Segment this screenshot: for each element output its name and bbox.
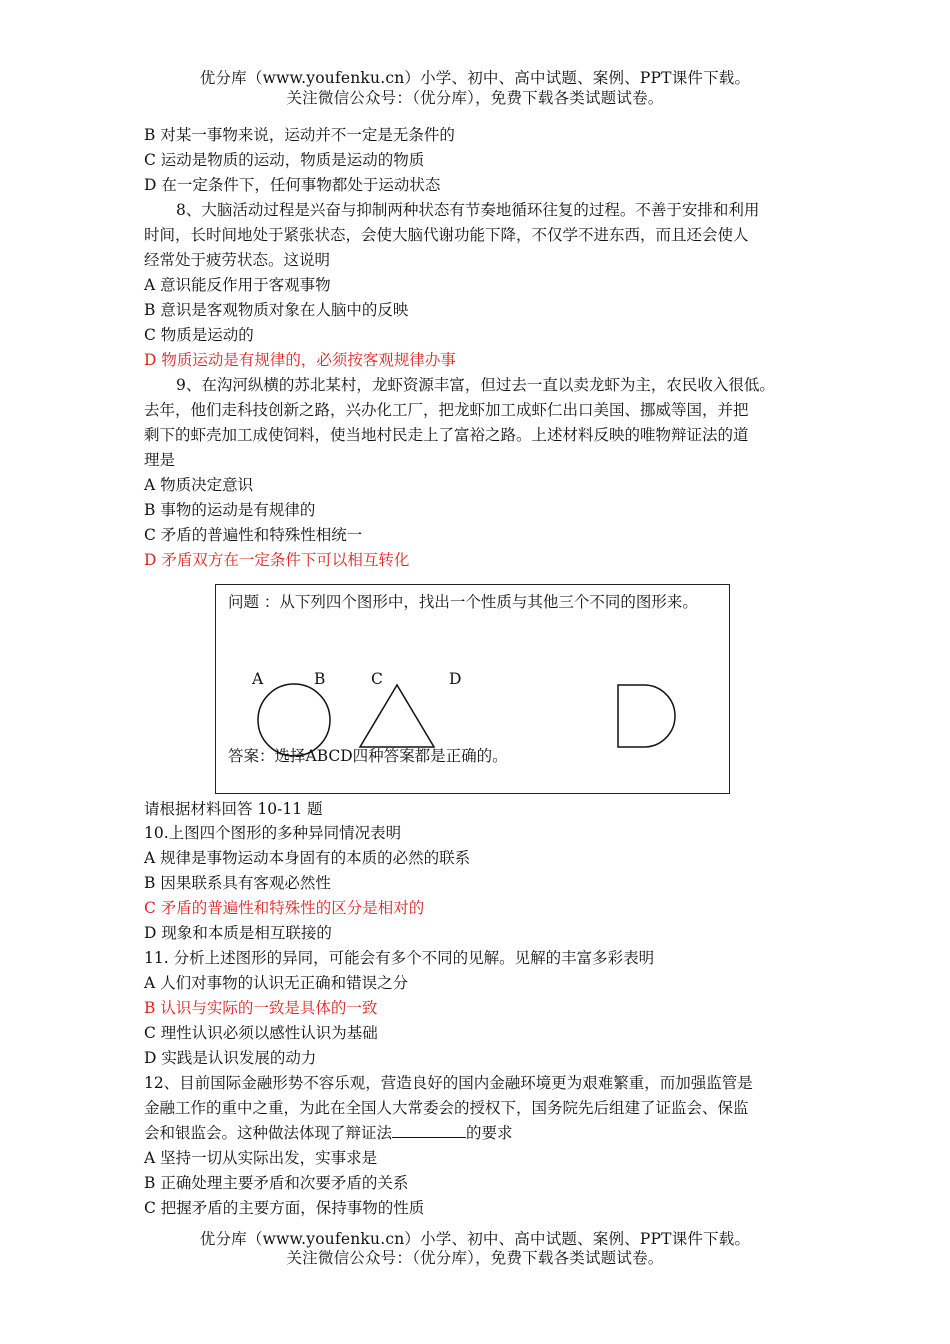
q10-option-d: D 现象和本质是相互联接的 (144, 924, 332, 942)
q9-option-a: A 物质决定意识 (144, 476, 254, 494)
header-line-1: 优分库（www.youfenku.cn）小学、初中、高中试题、案例、PPT课件下载。 (199, 69, 751, 87)
q12-stem-line-3 (144, 1122, 513, 1144)
q9-option-b: B 事物的运动是有规律的 (144, 501, 316, 519)
prev-option-d: D 在一定条件下，任何事物都处于运动状态 (144, 176, 441, 194)
q9-option-c: C 矛盾的普遍性和特殊性相统一 (144, 526, 363, 544)
header-line-2: 关注微信公众号：（优分库），免费下载各类试题试卷。 (286, 89, 664, 107)
footer-line-1: 优分库（www.youfenku.cn）小学、初中、高中试题、案例、PPT课件下载。 (199, 1230, 751, 1248)
q12-option-c: C 把握矛盾的主要方面，保持事物的性质 (144, 1199, 425, 1217)
q11-option-c: C 理性认识必须以感性认识为基础 (144, 1024, 378, 1042)
figure-answer: 答案：选择ABCD四种答案都是正确的。 (228, 747, 508, 765)
q9-stem-line-2: 去年，他们走科技创新之路，兴办化工厂，把龙虾加工成虾仁出口美国、挪威等国，并把 (144, 401, 749, 419)
q8-stem-line-2: 时间，长时间地处于紧张状态，会使大脑代谢功能下降，不仅学不进东西，而且还会使人 (144, 226, 749, 244)
prev-option-b: B 对某一事物来说，运动并不一定是无条件的 (144, 126, 455, 144)
q8-option-a: A 意识能反作用于客观事物 (144, 276, 331, 294)
q10-stem: 10.上图四个图形的多种异同情况表明 (144, 824, 402, 842)
q9-stem-line-1: 9、在沟河纵横的苏北某村，龙虾资源丰富，但过去一直以卖龙虾为主，农民收入很低。 (176, 376, 775, 394)
q8-stem-line-1: 8、大脑活动过程是兴奋与抑制两种状态有节奏地循环往复的过程。不善于安排和利用 (176, 201, 760, 219)
footer-line-2: 关注微信公众号：（优分库），免费下载各类试题试卷。 (286, 1249, 664, 1267)
q8-option-d-answer: D 物质运动是有规律的，必须按客观规律办事 (144, 351, 456, 369)
q8-option-b: B 意识是客观物质对象在人脑中的反映 (144, 301, 409, 319)
q8-option-c: C 物质是运动的 (144, 326, 254, 344)
q12-option-b: B 正确处理主要矛盾和次要矛盾的关系 (144, 1174, 409, 1192)
figure-box (215, 584, 730, 794)
q12-stem-line-2: 金融工作的重中之重，为此在全国人大常委会的授权下，国务院先后组建了证监会、保监 (144, 1099, 749, 1117)
figure-label-a: A (252, 670, 264, 688)
q10-option-b: B 因果联系具有客观必然性 (144, 874, 331, 892)
q11-option-d: D 实践是认识发展的动力 (144, 1049, 317, 1067)
prev-option-c: C 运动是物质的运动，物质是运动的物质 (144, 151, 425, 169)
q12-stem-line-3-end: 的要求 (466, 1124, 513, 1142)
q11-option-a: A 人们对事物的认识无正确和错误之分 (144, 974, 409, 992)
q10-option-c-answer: C 矛盾的普遍性和特殊性的区分是相对的 (144, 899, 425, 917)
figure-label-c: C (371, 670, 383, 688)
q10-11-intro: 请根据材料回答 10-11 题 (144, 800, 323, 818)
q12-stem-line-1: 12、目前国际金融形势不容乐观，营造良好的国内金融环境更为艰难繁重，而加强监管是 (144, 1074, 753, 1092)
q12-option-a: A 坚持一切从实际出发，实事求是 (144, 1149, 378, 1167)
q11-option-b-answer: B 认识与实际的一致是具体的一致 (144, 999, 378, 1017)
figure-label-d: D (449, 670, 462, 688)
d-shape (618, 685, 675, 747)
q12-stem-line-3-start: 会和银监会。这种做法体现了辩证法 (144, 1124, 393, 1142)
q9-stem-line-3: 剩下的虾壳加工成使饲料，使当地村民走上了富裕之路。上述材料反映的唯物辩证法的道 (144, 426, 749, 444)
q9-option-d-answer: D 矛盾双方在一定条件下可以相互转化 (144, 551, 410, 569)
q9-stem-line-4: 理是 (144, 451, 176, 469)
q11-stem: 11. 分析上述图形的异同，可能会有多个不同的见解。见解的丰富多彩表明 (144, 949, 655, 967)
q8-stem-line-3: 经常处于疲劳状态。这说明 (144, 251, 331, 269)
answer-blank (392, 1122, 466, 1138)
figure-question: 问题 ：从下列四个图形中，找出一个性质与其他三个不同的图形来。 (228, 593, 698, 611)
figure-label-b: B (314, 670, 326, 688)
q10-option-a: A 规律是事物运动本身固有的本质的必然的联系 (144, 849, 471, 867)
triangle-shape (360, 685, 434, 747)
